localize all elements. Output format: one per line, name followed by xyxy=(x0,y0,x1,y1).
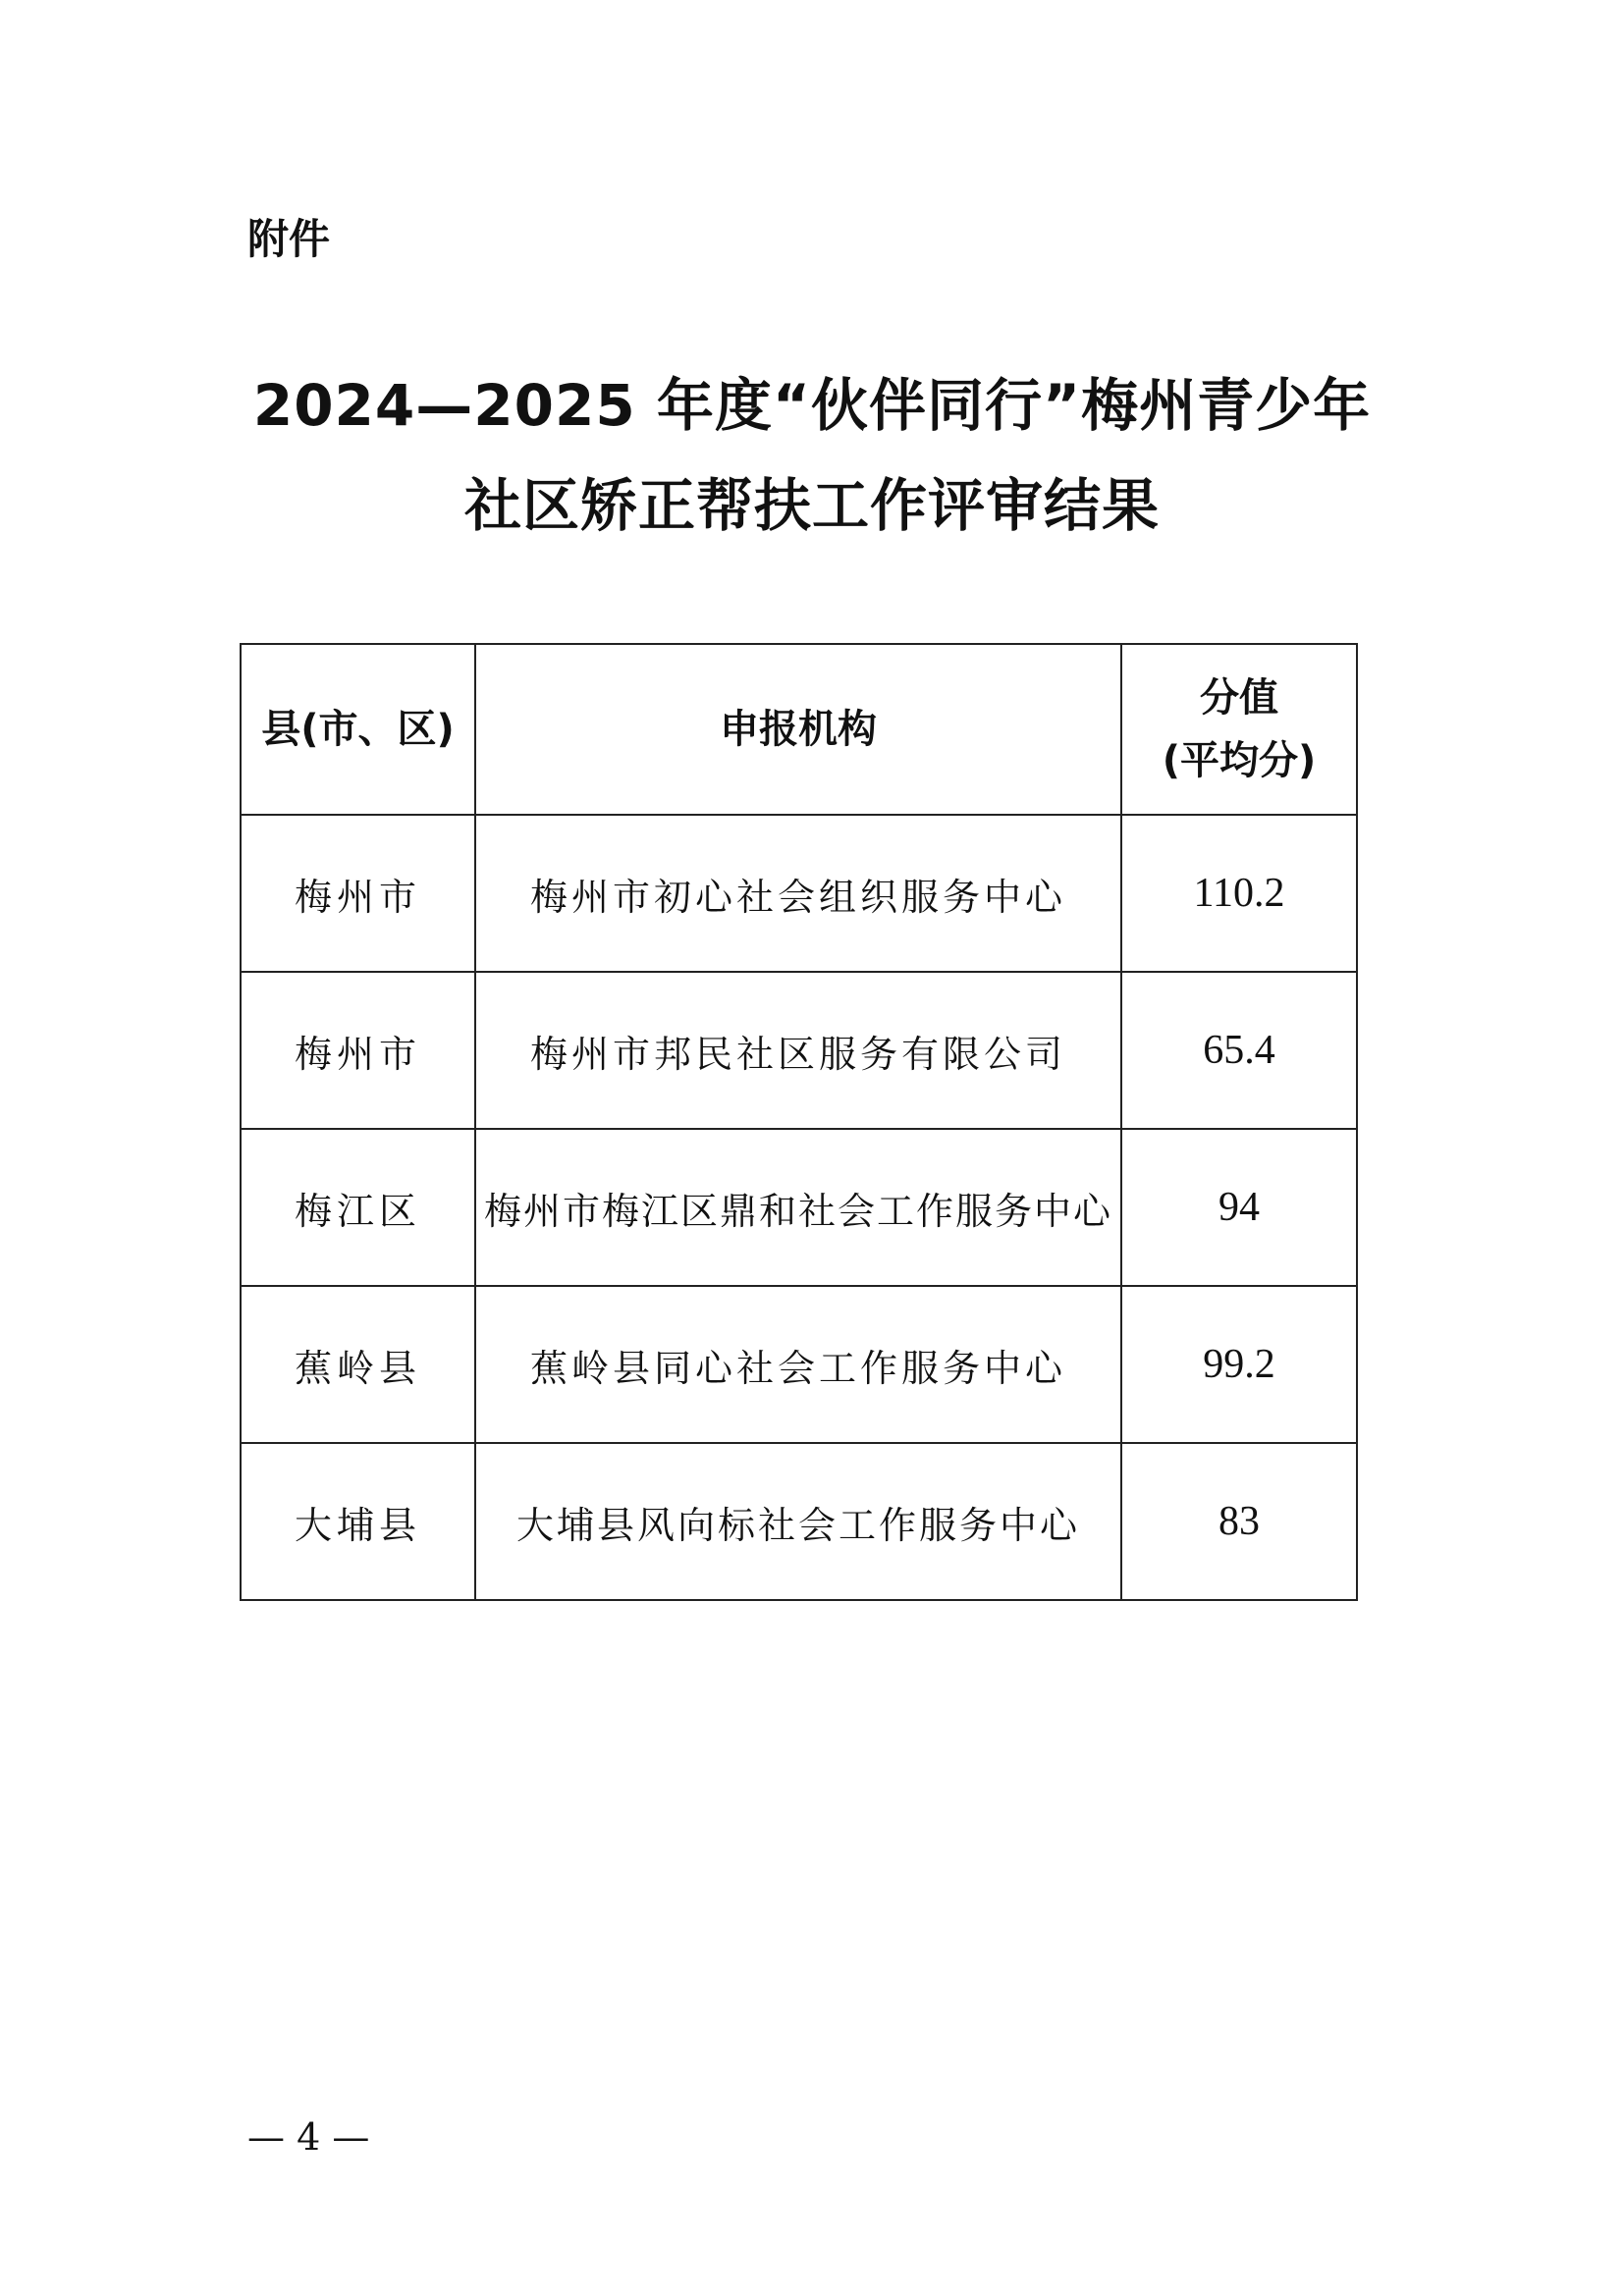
header-organization: 申报机构 xyxy=(475,644,1121,815)
cell-county: 梅州市 xyxy=(241,815,475,972)
header-county: 县(市、区) xyxy=(241,644,475,815)
table-row xyxy=(241,1286,1357,1443)
cell-county: 梅州市 xyxy=(241,972,475,1129)
cell-score: 99.2 xyxy=(1121,1286,1357,1443)
cell-county: 蕉岭县 xyxy=(241,1286,475,1443)
results-table xyxy=(240,643,1358,1601)
header-score-line-1: 分值 xyxy=(1200,675,1278,721)
page-number: — 4 — xyxy=(247,2115,370,2159)
cell-organization: 梅州市初心社会组织服务中心 xyxy=(475,815,1121,972)
cell-score: 65.4 xyxy=(1121,972,1357,1129)
cell-organization: 梅州市梅江区鼎和社会工作服务中心 xyxy=(475,1129,1121,1286)
table-header-row xyxy=(241,644,1357,815)
cell-organization: 蕉岭县同心社会工作服务中心 xyxy=(475,1286,1121,1443)
table-row xyxy=(241,1443,1357,1600)
title-line-1: 2024—2025 年度“伙伴同行”梅州青少年 xyxy=(252,372,1372,439)
table-row xyxy=(241,815,1357,972)
cell-score: 110.2 xyxy=(1121,815,1357,972)
header-score xyxy=(1121,644,1357,815)
header-score-line-2: (平均分) xyxy=(1162,738,1317,783)
document-title xyxy=(196,355,1428,556)
cell-organization: 大埔县风向标社会工作服务中心 xyxy=(475,1443,1121,1600)
attachment-label: 附件 xyxy=(247,215,331,263)
cell-score: 83 xyxy=(1121,1443,1357,1600)
title-line-2: 社区矫正帮扶工作评审结果 xyxy=(463,472,1160,539)
cell-county: 大埔县 xyxy=(241,1443,475,1600)
cell-county: 梅江区 xyxy=(241,1129,475,1286)
cell-organization: 梅州市邦民社区服务有限公司 xyxy=(475,972,1121,1129)
table-row xyxy=(241,1129,1357,1286)
table-row xyxy=(241,972,1357,1129)
cell-score: 94 xyxy=(1121,1129,1357,1286)
